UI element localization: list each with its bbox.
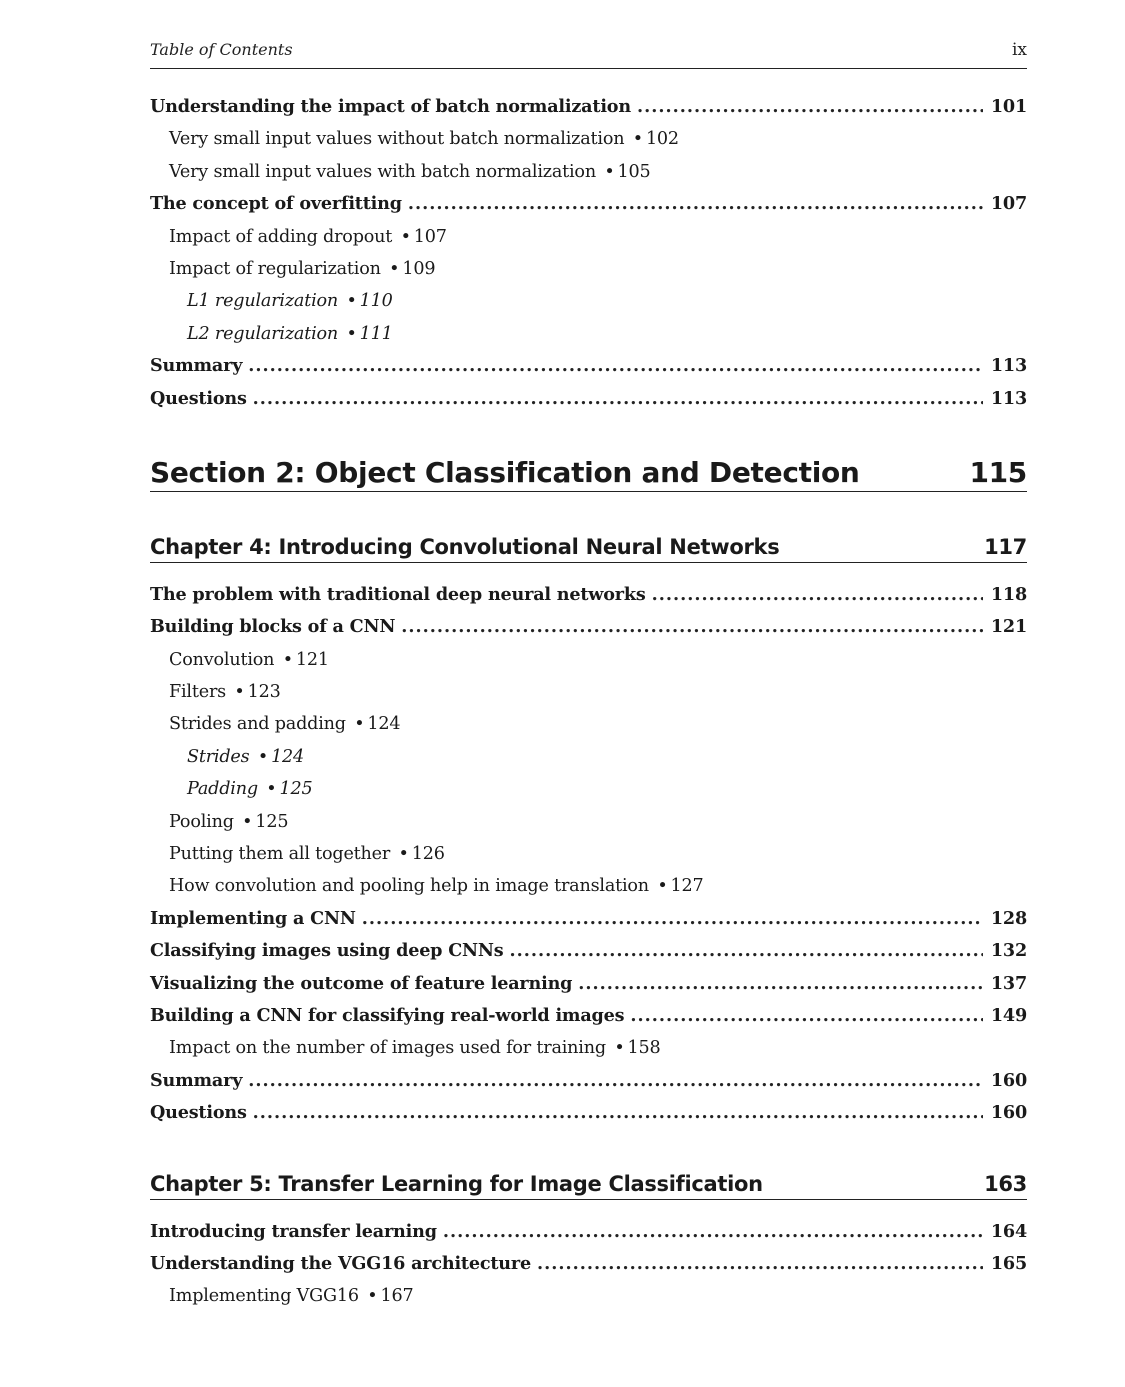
toc-entry-title: Impact on the number of images used for training xyxy=(169,1038,606,1059)
toc-entry-title: Building blocks of a CNN xyxy=(150,616,396,638)
toc-entry[interactable] xyxy=(150,221,1027,253)
toc-entry-title: Understanding the VGG16 architecture xyxy=(150,1252,531,1274)
toc-entry-page: 160 xyxy=(990,1102,1027,1124)
toc-entry[interactable] xyxy=(150,1032,1027,1064)
toc-entry-page: 125 xyxy=(279,779,313,800)
bullet-separator: • xyxy=(234,682,245,703)
dot-leader xyxy=(248,350,983,382)
toc-entry-title: Summary xyxy=(150,1069,243,1091)
toc-group-chapter5 xyxy=(150,1216,1027,1313)
toc-entry-title: Impact of adding dropout xyxy=(169,226,393,247)
toc-entry-page: 113 xyxy=(990,355,1027,377)
bullet-separator: • xyxy=(354,714,365,735)
toc-entry[interactable] xyxy=(150,285,1027,317)
bullet-separator: • xyxy=(614,1038,625,1059)
page-number: ix xyxy=(1011,40,1027,60)
bullet-separator: • xyxy=(604,161,615,182)
dot-leader xyxy=(652,579,983,611)
toc-entry[interactable] xyxy=(150,1065,1027,1097)
toc-entry-title: Very small input values with batch normalization xyxy=(169,161,596,182)
toc-entry-page: 123 xyxy=(247,682,281,703)
section-page: 115 xyxy=(969,455,1027,489)
toc-entry[interactable] xyxy=(150,741,1027,773)
toc-entry-title: Questions xyxy=(150,1102,247,1124)
dot-leader xyxy=(637,91,983,123)
section-title: Section 2: Object Classification and Detection xyxy=(150,455,860,489)
toc-entry-title: L1 regularization xyxy=(187,291,339,312)
chapter-heading-5[interactable] xyxy=(150,1130,1027,1216)
bullet-separator: • xyxy=(266,779,277,800)
toc-entry-page: 127 xyxy=(670,876,704,897)
toc-entry[interactable] xyxy=(150,579,1027,611)
toc-entry[interactable] xyxy=(150,91,1027,123)
bullet-separator: • xyxy=(632,129,643,150)
toc-entry-title: Understanding the impact of batch normalization xyxy=(150,96,631,117)
toc-entry[interactable] xyxy=(150,188,1027,220)
dot-leader xyxy=(537,1248,983,1280)
running-header xyxy=(150,38,1027,69)
toc-entry-page: 121 xyxy=(295,649,329,670)
toc-entry[interactable] xyxy=(150,318,1027,350)
bullet-separator: • xyxy=(657,876,668,897)
toc-entry[interactable] xyxy=(150,968,1027,1000)
toc-entry-page: 137 xyxy=(990,972,1027,994)
toc-entry-title: The problem with traditional deep neural networks xyxy=(150,583,646,605)
chapter-page: 117 xyxy=(984,534,1027,559)
toc-entry-page: 107 xyxy=(990,193,1027,215)
dot-leader xyxy=(253,1097,983,1129)
toc-entry-title: Strides xyxy=(187,746,250,767)
toc-entry-page: 105 xyxy=(617,161,651,182)
toc-entry-title: Summary xyxy=(150,355,243,377)
bullet-separator: • xyxy=(389,258,400,279)
toc-entry[interactable] xyxy=(150,773,1027,805)
toc-entry[interactable] xyxy=(150,806,1027,838)
toc-entry-title: Introducing transfer learning xyxy=(150,1220,437,1242)
toc-entry[interactable] xyxy=(150,870,1027,902)
dot-leader xyxy=(443,1216,983,1248)
toc-entry-page: 165 xyxy=(990,1252,1027,1274)
toc-entry-title: Building a CNN for classifying real-world images xyxy=(150,1004,625,1026)
toc-entry[interactable] xyxy=(150,903,1027,935)
toc-entry-title: L2 regularization xyxy=(187,323,339,344)
toc-entry[interactable] xyxy=(150,123,1027,155)
toc-entry[interactable] xyxy=(150,156,1027,188)
toc-entry-title: Strides and padding xyxy=(169,714,346,735)
toc-entry-page: 118 xyxy=(990,583,1027,605)
toc-entry-page: 124 xyxy=(271,746,305,767)
toc-entry[interactable] xyxy=(150,611,1027,643)
toc-entry-page: 124 xyxy=(367,714,401,735)
toc-entry-title: The concept of overfitting xyxy=(150,193,402,215)
toc-entry-page: 110 xyxy=(359,291,393,312)
toc-entry[interactable] xyxy=(150,383,1027,415)
bullet-separator: • xyxy=(398,844,409,865)
bullet-separator: • xyxy=(242,811,253,832)
toc-entry[interactable] xyxy=(150,676,1027,708)
toc-entry-page: 132 xyxy=(990,940,1027,962)
bullet-separator: • xyxy=(400,226,411,247)
toc-entry-page: 149 xyxy=(990,1004,1027,1026)
toc-entry-title: Very small input values without batch normalization xyxy=(169,129,625,150)
dot-leader xyxy=(408,188,983,220)
toc-entry-title: Impact of regularization xyxy=(169,258,381,279)
toc-entry-page: 109 xyxy=(402,258,436,279)
toc-entry-title: Putting them all together xyxy=(169,844,391,865)
toc-entry-title: Filters xyxy=(169,682,226,703)
toc-entry-page: 160 xyxy=(990,1069,1027,1091)
toc-entry[interactable] xyxy=(150,1216,1027,1248)
toc-entry[interactable] xyxy=(150,644,1027,676)
toc-entry-page: 111 xyxy=(359,323,393,344)
toc-entry-page: 101 xyxy=(990,96,1027,117)
bullet-separator: • xyxy=(257,746,269,767)
toc-entry-title: Implementing a CNN xyxy=(150,907,356,929)
toc-entry-page: 107 xyxy=(413,226,447,247)
dot-leader xyxy=(578,968,983,1000)
toc-entry[interactable] xyxy=(150,1097,1027,1129)
toc-entry-page: 164 xyxy=(990,1220,1027,1242)
toc-group-chapter3-tail xyxy=(150,91,1027,415)
toc-entry[interactable] xyxy=(150,1000,1027,1032)
toc-entry[interactable] xyxy=(150,350,1027,382)
toc-entry[interactable] xyxy=(150,935,1027,967)
chapter-title: Chapter 5: Transfer Learning for Image Classification xyxy=(150,1171,763,1196)
section-heading[interactable] xyxy=(150,415,1027,509)
chapter-page: 163 xyxy=(984,1171,1027,1196)
toc-entry[interactable] xyxy=(150,838,1027,870)
toc-entry-page: 128 xyxy=(990,907,1027,929)
toc-entry-page: 167 xyxy=(380,1286,414,1307)
dot-leader xyxy=(362,903,983,935)
toc-entry[interactable] xyxy=(150,1280,1027,1312)
running-title: Table of Contents xyxy=(150,40,293,59)
dot-leader xyxy=(401,611,983,643)
toc-entry-page: 158 xyxy=(627,1038,661,1059)
toc-entry-page: 125 xyxy=(255,811,289,832)
toc-entry-title: Implementing VGG16 xyxy=(169,1286,359,1307)
toc-entry[interactable] xyxy=(150,1248,1027,1280)
dot-leader xyxy=(510,935,983,967)
toc-group-chapter4 xyxy=(150,579,1027,1130)
chapter-heading-4[interactable] xyxy=(150,509,1027,579)
table-of-contents xyxy=(150,91,1027,1313)
toc-entry-title: Convolution xyxy=(169,649,275,670)
toc-entry-page: 113 xyxy=(990,387,1027,409)
toc-entry-page: 121 xyxy=(990,616,1027,638)
bullet-separator: • xyxy=(346,291,357,312)
toc-entry-title: Visualizing the outcome of feature learning xyxy=(150,972,573,994)
dot-leader xyxy=(253,383,983,415)
dot-leader xyxy=(248,1065,983,1097)
toc-entry-title: Classifying images using deep CNNs xyxy=(150,940,504,962)
toc-entry-title: Questions xyxy=(150,387,247,409)
toc-entry-title: Pooling xyxy=(169,811,234,832)
toc-entry[interactable] xyxy=(150,708,1027,740)
bullet-separator: • xyxy=(346,323,357,344)
toc-entry-page: 126 xyxy=(411,844,445,865)
bullet-separator: • xyxy=(282,649,293,670)
toc-entry[interactable] xyxy=(150,253,1027,285)
dot-leader xyxy=(630,1000,983,1032)
chapter-title: Chapter 4: Introducing Convolutional Neural Networks xyxy=(150,534,780,559)
toc-entry-title: Padding xyxy=(187,779,258,800)
toc-entry-page: 102 xyxy=(645,129,679,150)
bullet-separator: • xyxy=(367,1286,378,1307)
toc-entry-title: How convolution and pooling help in image translation xyxy=(169,876,649,897)
